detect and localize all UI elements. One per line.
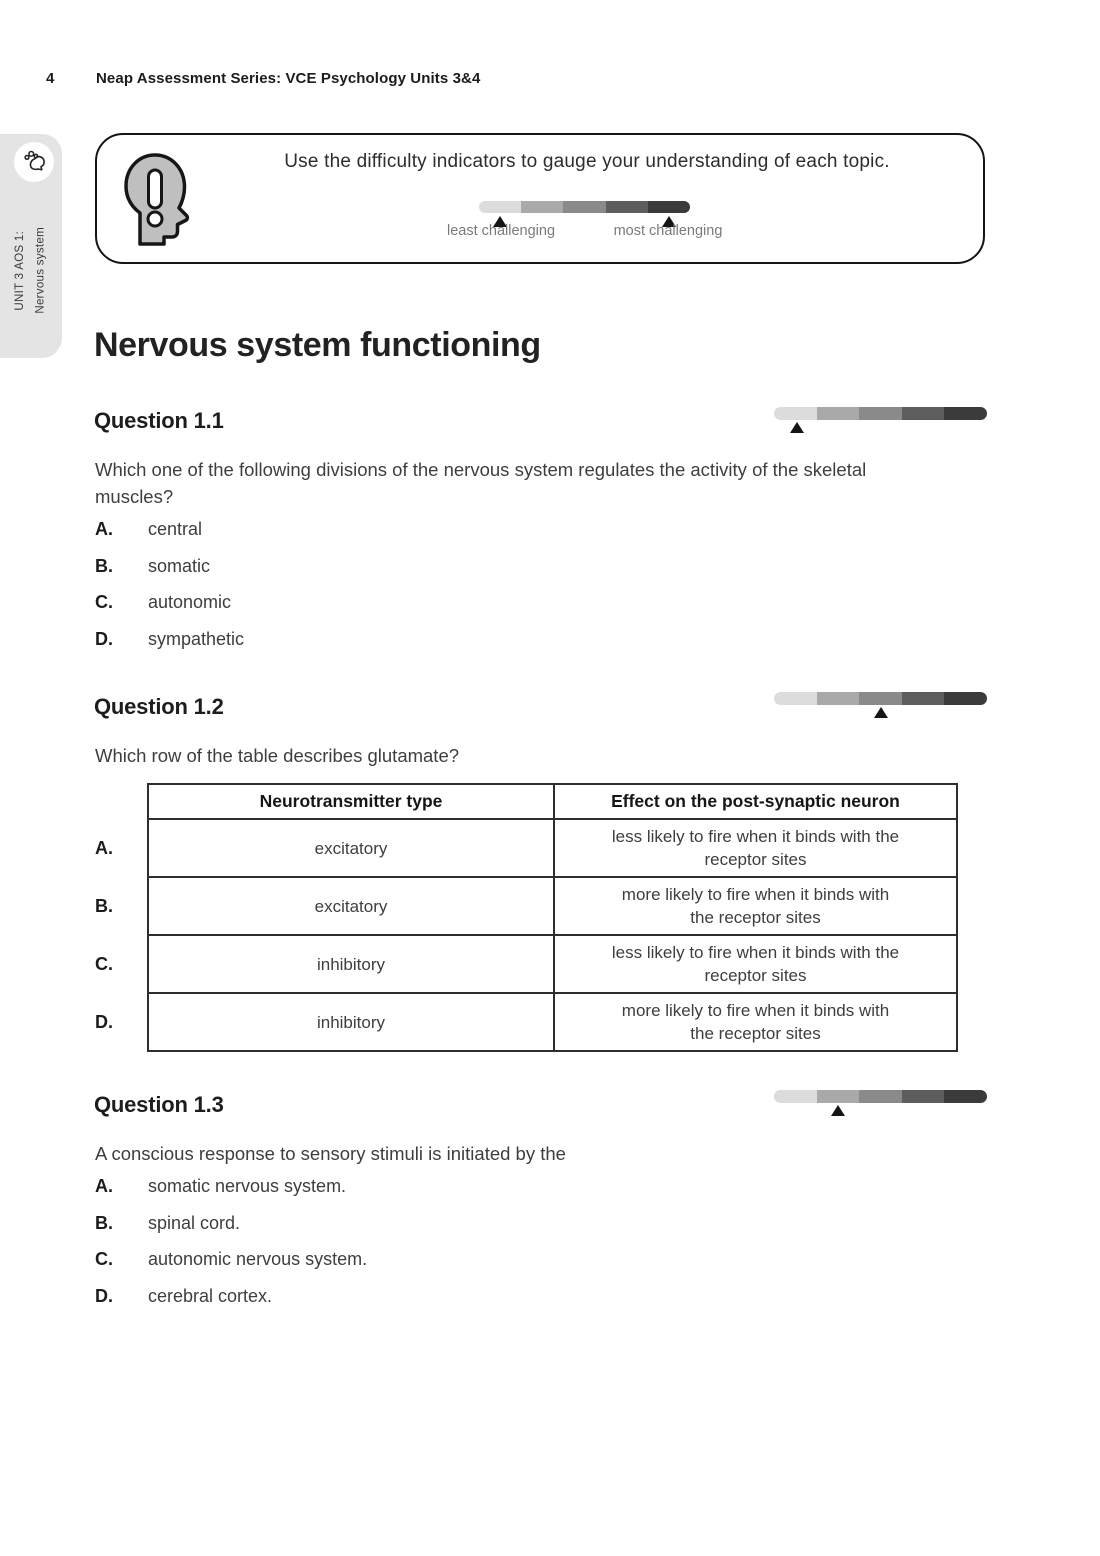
option-text: autonomic nervous system. — [148, 1249, 368, 1269]
option-d — [95, 629, 244, 650]
row-effect: more likely to fire when it binds with the receptor sites — [554, 993, 957, 1051]
section-title: Nervous system functioning — [94, 326, 541, 364]
row-letter: D. — [95, 1011, 113, 1032]
difficulty-marker — [790, 422, 804, 433]
question-1-1-difficulty-indicator — [774, 407, 987, 420]
option-text: spinal cord. — [148, 1212, 241, 1233]
row-effect: less likely to fire when it binds with the receptor sites — [554, 819, 957, 877]
question-1-1-options — [95, 519, 244, 650]
row-type: inhibitory — [148, 993, 554, 1051]
table-row-d — [95, 993, 957, 1051]
option-c — [95, 1249, 367, 1270]
option-text: sympathetic — [148, 628, 245, 649]
question-1-2-table-block — [95, 783, 958, 1052]
option-letter: A. — [95, 1176, 113, 1196]
question-1-1-text: Which one of the following divisions of the nervous system regulates the activity of the skeletal muscles? — [95, 459, 867, 507]
table-row-a — [95, 819, 957, 877]
option-text: autonomic — [148, 592, 232, 612]
difficulty-marker — [831, 1105, 845, 1116]
most-challenging-label: most challenging — [613, 223, 723, 239]
table-row-b — [95, 877, 957, 935]
question-1-2-difficulty-indicator — [774, 692, 987, 705]
difficulty-info-box — [95, 133, 985, 264]
row-type: excitatory — [148, 877, 554, 935]
option-text: cerebral cortex. — [148, 1285, 273, 1306]
difficulty-gradient-bar — [479, 201, 690, 213]
table-row-c — [95, 935, 957, 993]
option-letter: D. — [95, 628, 113, 649]
option-text: somatic — [148, 555, 211, 576]
option-text: somatic nervous system. — [148, 1176, 347, 1196]
row-letter: C. — [95, 953, 113, 974]
row-type: excitatory — [148, 819, 554, 877]
header-title: Neap Assessment Series: VCE Psychology Units 3&4 — [96, 70, 481, 87]
option-d — [95, 1286, 367, 1307]
sidebar-unit-tab — [0, 134, 62, 358]
difficulty-gradient-bar — [774, 692, 987, 705]
option-text: central — [148, 519, 203, 539]
option-letter: D. — [95, 1285, 113, 1306]
table-header-type: Neurotransmitter type — [148, 784, 554, 819]
option-letter: B. — [95, 1212, 113, 1233]
info-message: Use the difficulty indicators to gauge your understanding of each topic. — [284, 151, 890, 172]
question-1-2-text: Which row of the table describes glutamate? — [95, 745, 460, 766]
option-c — [95, 592, 244, 613]
table-header-row — [95, 784, 957, 819]
option-letter: A. — [95, 519, 113, 539]
question-1-3-heading: Question 1.3 — [94, 1092, 224, 1117]
sidebar-label-line2: Nervous system — [35, 226, 47, 314]
question-1-3-text: A conscious response to sensory stimuli is initiated by the — [95, 1143, 566, 1164]
difficulty-gradient-bar — [774, 407, 987, 420]
question-1-3-options — [95, 1176, 367, 1307]
option-a — [95, 1176, 367, 1197]
difficulty-gradient-bar — [774, 1090, 987, 1103]
sidebar-unit-label — [0, 196, 62, 344]
head-exclamation-icon — [121, 151, 195, 249]
row-letter: A. — [95, 837, 113, 858]
option-b — [95, 1213, 367, 1234]
least-challenging-label: least challenging — [446, 223, 556, 239]
difficulty-marker — [874, 707, 888, 718]
table-header-effect: Effect on the post-synaptic neuron — [554, 784, 957, 819]
row-letter: B. — [95, 895, 113, 916]
option-a — [95, 519, 244, 540]
option-letter: C. — [95, 592, 113, 612]
row-effect: more likely to fire when it binds with the receptor sites — [554, 877, 957, 935]
thinking-head-icon — [14, 142, 54, 182]
sidebar-label-line1: UNIT 3 AOS 1: — [14, 230, 27, 310]
option-letter: B. — [95, 555, 113, 576]
difficulty-scale — [479, 201, 690, 213]
glutamate-table — [95, 783, 958, 1052]
row-effect: less likely to fire when it binds with the receptor sites — [554, 935, 957, 993]
question-1-2-heading: Question 1.2 — [94, 694, 224, 719]
row-type: inhibitory — [148, 935, 554, 993]
page-number: 4 — [46, 70, 55, 87]
option-b — [95, 556, 244, 577]
question-1-3-difficulty-indicator — [774, 1090, 987, 1103]
question-1-1-heading: Question 1.1 — [94, 408, 224, 433]
option-letter: C. — [95, 1249, 113, 1269]
